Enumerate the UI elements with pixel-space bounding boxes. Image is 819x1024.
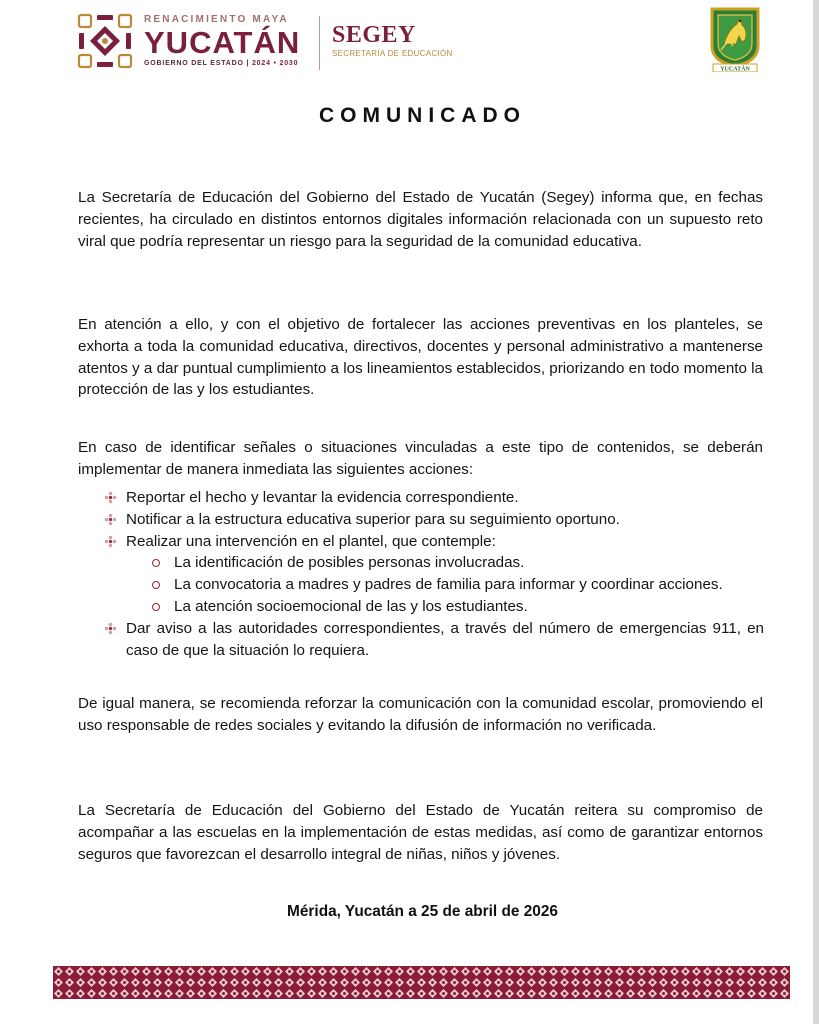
- sub-action-text: La atención socioemocional de las y los estudiantes.: [174, 597, 528, 615]
- action-text: Realizar una intervención en el plantel, que contemple:: [126, 532, 496, 550]
- place-and-date: Mérida, Yucatán a 25 de abril de 2026: [287, 903, 558, 920]
- sub-action-text: La convocatoria a madres y padres de familia para informar y coordinar acciones.: [174, 576, 723, 594]
- maya-flower-bullet-icon: [104, 513, 117, 526]
- sub-list-item: [152, 552, 764, 574]
- yucatan-brand: [144, 14, 300, 67]
- paragraph-intro: La Secretaría de Educación del Gobierno del Estado de Yucatán (Segey) informa que, en fechas recientes, ha circulado en distintos entornos digitales información relacionada con un supuesto reto viral que podría representar un riesgo para la seguridad de la comunidad educativa.: [78, 189, 763, 250]
- circle-bullet-icon: [152, 603, 160, 611]
- brand-tagline: RENACIMIENTO MAYA: [144, 14, 289, 25]
- action-text: Notificar a la estructura educativa superior para su seguimiento oportuno.: [126, 510, 620, 528]
- circle-bullet-icon: [152, 559, 160, 567]
- action-text: Reportar el hecho y levantar la evidencia correspondiente.: [126, 489, 519, 506]
- sub-actions-list: [126, 552, 764, 617]
- paragraph-recommendation: De igual manera, se recomienda reforzar la comunicación con la comunidad escolar, promoviendo el uso responsable de redes sociales y evitando la difusión de información no verificada.: [78, 695, 763, 734]
- brand-subtitle: GOBIERNO DEL ESTADO | 2024 • 2030: [144, 60, 299, 67]
- brand-name: YUCATÁN: [144, 25, 301, 60]
- sub-action-text: La identificación de posibles personas involucradas.: [174, 554, 525, 572]
- actions-list: [104, 487, 764, 661]
- brand-years: 2024 • 2030: [251, 60, 299, 67]
- list-item: [104, 531, 764, 618]
- document-title: COMUNICADO: [319, 104, 526, 127]
- list-item: [104, 487, 764, 509]
- header-divider: [319, 16, 320, 70]
- segey-subtitle: SECRETARÍA DE EDUCACIÓN: [332, 49, 453, 58]
- yucatan-coat-of-arms-icon: [709, 6, 761, 72]
- paragraph-commitment: La Secretaría de Educación del Gobierno del Estado de Yucatán reitera su compromiso de acompañar a las escuelas en la implementación de estas medidas, así como de garantizar entornos seguros que favorezcan el desarrollo integral de niñas, niños y jóvenes.: [78, 802, 763, 863]
- maya-motif-logo-icon: [76, 12, 134, 70]
- list-item: [104, 509, 764, 531]
- circle-bullet-icon: [152, 581, 160, 589]
- paragraph-exhortation: En atención a ello, y con el objetivo de fortalecer las acciones preventivas en los planteles, se exhorta a toda la comunidad educativa, directivos, docentes y personal administrativo a mantenerse atentos y a dar puntual cumplimiento a los lineamientos establecidos, priorizando en todo momento la protección de las y los estudiantes.: [78, 316, 763, 399]
- segey-title: SEGEY: [332, 22, 416, 48]
- maya-flower-bullet-icon: [104, 535, 117, 548]
- segey-logo: [332, 23, 453, 58]
- maya-pattern-footer-band: [53, 966, 790, 999]
- sub-list-item: [152, 574, 764, 596]
- letterhead: [72, 10, 772, 80]
- action-text: Dar aviso a las autoridades correspondientes, a través del número de emergencias 911, en caso de que la situación lo requiera.: [126, 619, 764, 659]
- sub-list-item: [152, 596, 764, 618]
- maya-flower-bullet-icon: [104, 491, 117, 504]
- list-item: [104, 618, 764, 662]
- brand-government: GOBIERNO DEL ESTADO: [144, 60, 244, 67]
- page-edge-shadow: [813, 0, 819, 1024]
- paragraph-actions-intro: En caso de identificar señales o situaciones vinculadas a este tipo de contenidos, se deberán implementar de manera inmediata las siguientes acciones:: [78, 439, 763, 478]
- maya-flower-bullet-icon: [104, 622, 117, 635]
- shield-banner-text: YUCATÁN: [720, 66, 750, 72]
